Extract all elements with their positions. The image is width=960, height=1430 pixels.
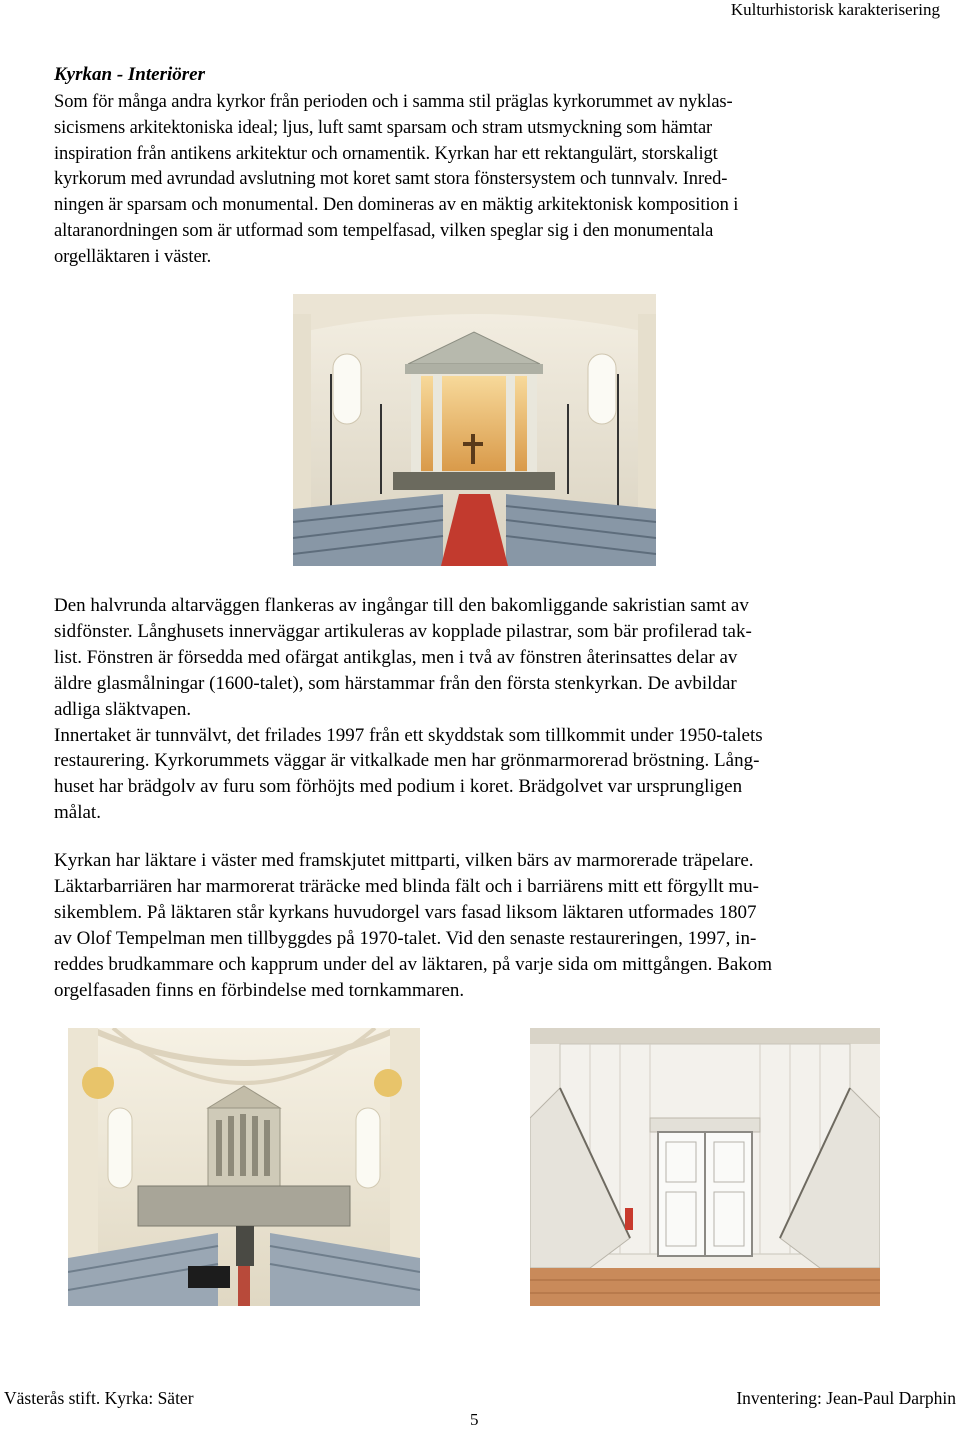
- paragraph-gallery: [54, 848, 772, 1003]
- text-line: sicismens arkitektoniska ideal; ljus, luft samt sparsam och stram utsmyckning som hämtar: [54, 117, 713, 138]
- text-line: ningen är sparsam och monumental. Den domineras av en mäktig arkitektonisk komposition i: [54, 195, 739, 216]
- text-line: Kyrkan har läktare i väster med framskjutet mittparti, vilken bärs av marmorerade träpelare.: [54, 850, 754, 871]
- section-heading: Kyrkan - Interiörer: [54, 64, 205, 85]
- text-line: orgelfasaden finns en förbindelse med tornkammaren.: [54, 979, 465, 1001]
- text-line: kyrkorum med avrundad avslutning mot koret samt stora fönstersystem och tunnvalv. Inred-: [54, 169, 728, 190]
- page-number: 5: [470, 1410, 479, 1429]
- text-line: restaurering. Kyrkorummets väggar är vitkalkade men har grönmarmorerad bröstning. Lång-: [54, 750, 760, 772]
- organ-gallery-photo: [68, 1028, 420, 1306]
- text-line: målat.: [54, 802, 101, 824]
- text-line: inspiration från antikens arkitektur och ornamentik. Kyrkan har ett rektangulärt, storskaligt: [54, 143, 718, 164]
- text-line: av Olof Tempelman men tillbyggdes på 1970-talet. Vid den senaste restaureringen, 1997, in-: [54, 927, 757, 949]
- footer-diocese-church: Västerås stift. Kyrka: Säter: [4, 1388, 194, 1408]
- paragraph-intro: [54, 90, 738, 271]
- text-line: huset har brädgolv av furu som förhöjts med podium i koret. Brädgolvet var ursprungligen: [54, 776, 743, 798]
- text-line: Läktarbarriären har marmorerat träräcke med blinda fält och i barriärens mitt ett förgyllt mu-: [54, 875, 759, 897]
- text-line: Den halvrunda altarväggen flankeras av ingångar till den bakomliggande sakristian samt av: [54, 595, 749, 616]
- text-line: sikemblem. På läktaren står kyrkans huvudorgel vars fasad liksom läktaren utformades 1807: [54, 901, 757, 923]
- text-line: adliga släktvapen.: [54, 698, 192, 720]
- text-line: äldre glasmålningar (1600-talet), som härstammar från den första stenkyrkan. De avbildar: [54, 672, 737, 694]
- text-line: sidfönster. Långhusets innerväggar artikuleras av kopplade pilastrar, som bär profilerad tak-: [54, 620, 752, 642]
- text-line: Som för många andra kyrkor från perioden och i samma stil präglas kyrkorummet av nyklas-: [54, 92, 733, 112]
- entrance-doors-photo: [530, 1028, 880, 1306]
- text-line: altaranordningen som är utformad som tempelfasad, vilken speglar sig i den monumentala: [54, 220, 714, 241]
- paragraph-walls-ceiling: [54, 593, 763, 826]
- altar-photo: [293, 294, 656, 566]
- text-line: Innertaket är tunnvälvt, det frilades 1997 från ett skyddstak som tillkommit under 1950-talets: [54, 724, 763, 746]
- running-header: Kulturhistorisk karakterisering: [730, 0, 940, 19]
- text-line: reddes brudkammare och kapprum under del av läktaren, på varje sida om mittgången. Bakom: [54, 953, 773, 975]
- text-line: list. Fönstren är försedda med ofärgat antikglas, men i två av fönstren återinsattes delar av: [54, 646, 738, 668]
- footer-inventory-author: Inventering: Jean-Paul Darphin: [736, 1388, 956, 1408]
- text-line: orgelläktaren i väster.: [54, 246, 212, 267]
